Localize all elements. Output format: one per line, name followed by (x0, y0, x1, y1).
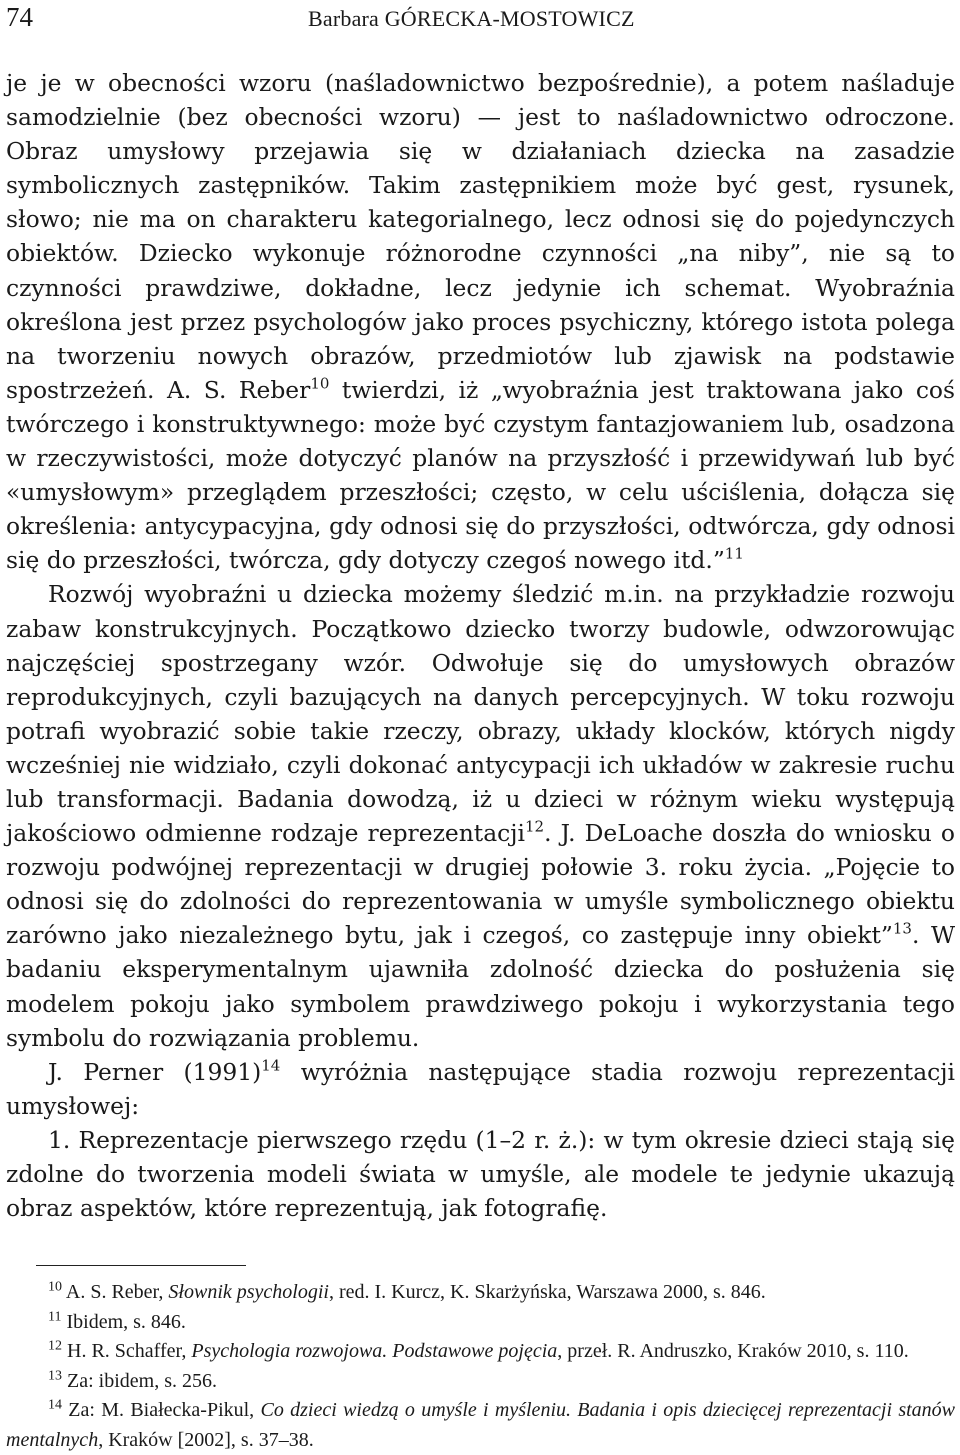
footnote-11 (6, 1308, 955, 1338)
paragraph-3 (6, 1055, 955, 1123)
page-number: 74 (6, 2, 33, 32)
main-text (6, 66, 955, 1225)
running-head-author: Barbara GÓRECKA-MOSTOWICZ (308, 6, 635, 31)
footnote-ref-11: 11 (724, 545, 744, 564)
paragraph-2-text-c: . W badaniu eksperymentalnym ujawniła zdolność dziecka do posłużenia się modelem pokoju jako symbolem prawdziwego pokoju i wykorzystania tego symbolu do rozwiązania problemu. (6, 921, 955, 1052)
footnote-text-tail: , Kraków [2002], s. 37–38. (98, 1428, 314, 1451)
footnote-14 (6, 1396, 955, 1455)
footnote-10 (6, 1278, 955, 1308)
paragraph-2-text-a: Rozwój wyobraźni u dziecka możemy śledzić m.in. na przykładzie rozwoju zabaw konstrukcyjnych. Początkowo dziecko tworzy budowle, odwzorowując najczęściej spostrzegany wzór. Odwołuje się do umysłowych obrazów reprodukcyjnych, czyli bazujących na danych percepcyjnych. W toku rozwoju potrafi wyobrazić sobie takie rzeczy, obrazy, układy klocków, których nigdy wcześniej nie widziało, czyli dokonać antycypacji ich układów w zakresie ruchu lub transformacji. Badania dowodzą, iż u dzieci w różnym wieku występują jakościowo odmienne rodzaje reprezentacji (6, 580, 955, 848)
footnote-ref-14: 14 (261, 1056, 281, 1075)
paragraph-2 (6, 577, 955, 1054)
paragraph-1-text-b: twierdzi, iż „wyobraźnia jest traktowana jako coś twórczego i konstruktywnego: może być czystym fantazjowaniem lub, osadzona w rzeczywistości, może dotyczyć planów na przyszłość i przewidywań lub być «umysłowym» przeglądem przeszłości; często, w celu uściślenia, dołącza się określenia: antycypacyjna, gdy odnosi się do przyszłości, odtwórcza, gdy odnosi się do przeszłości, twórcza, gdy dotyczy czegoś nowego itd.” (6, 375, 956, 575)
footnote-number: 11 (48, 1309, 62, 1324)
footnote-separator (36, 1265, 246, 1266)
footnote-number: 12 (48, 1338, 62, 1354)
footnote-text: Ibidem, s. 846. (61, 1310, 186, 1333)
footnote-12 (6, 1337, 955, 1367)
footnote-number: 10 (48, 1279, 62, 1295)
paragraph-2-text-b: . J. DeLoache doszła do wniosku o rozwoju podwójnej reprezentacji w drugiej połowie 3. roku życia. „Pojęcie to odnosi się do zdolności do reprezentowania w umyśle symbolicznego obiektu zarówno jako niezależnego bytu, jak i czegoś, co zastępuje inny obiekt” (6, 819, 955, 950)
footnote-title: Psychologia rozwojowa. Podstawowe pojęcia (191, 1340, 558, 1363)
footnote-title: Co dzieci wiedzą o umyśle i myśleniu. Badania i opis dziecięcej reprezentacji stanów mentalnych (6, 1399, 955, 1451)
footnote-number: 14 (48, 1397, 62, 1413)
footnote-text: A. S. Reber, (62, 1281, 169, 1304)
running-header (6, 0, 955, 42)
footnote-ref-10: 10 (310, 374, 330, 393)
footnote-ref-13: 13 (892, 920, 912, 939)
paragraph-1-text-a: je je w obecności wzoru (naśladownictwo bezpośrednie), a potem naśladuje samodzielnie (bez obecności wzoru) — jest to naśladownictwo odroczone. Obraz umysłowy przejawia się w działaniach dziecka na zasadzie symbolicznych zastępników. Takim zastępnikiem może być gest, rysunek, słowo; nie ma on charakteru kategorialnego, lecz odnosi się do pojedynczych obiektów. Dziecko wykonuje różnorodne czynności „na niby”, nie są to czynności prawdziwe, dokładne, lecz jedynie ich schemat. Wyobraźnia określona jest przez psychologów jako proces psychiczny, którego istota polega na tworzeniu nowych obrazów, przedmiotów lub zjawisk na podstawie spostrzeżeń. A. S. Reber (6, 69, 955, 404)
footnote-text-tail: , red. I. Kurcz, K. Skarżyńska, Warszawa 2000, s. 846. (328, 1281, 766, 1304)
footnote-13 (6, 1367, 955, 1397)
footnote-text-tail: , przeł. R. Andruszko, Kraków 2010, s. 110. (557, 1340, 909, 1363)
footnote-title: Słownik psychologii (168, 1281, 329, 1304)
footnotes (6, 1278, 955, 1455)
paragraph-3-text-b: wyróżnia następujące stadia rozwoju reprezentacji umysłowej: (6, 1057, 955, 1120)
footnote-number: 13 (48, 1368, 62, 1383)
footnote-text: Za: M. Białecka-Pikul, (62, 1399, 261, 1422)
paragraph-1 (6, 66, 955, 577)
footnote-text: H. R. Schaffer, (62, 1340, 192, 1363)
paragraph-3-text-a: J. Perner (1991) (48, 1057, 262, 1086)
list-item-1-text: 1. Reprezentacje pierwszego rzędu (1–2 r. ż.): w tym okresie dzieci stają się zdolne do tworzenia modeli świata w umyśle, ale modele te jedynie ukazują obraz aspektów, które reprezentują, jak fotografię. (6, 1125, 955, 1223)
footnote-ref-12: 12 (524, 817, 545, 836)
list-item-1 (6, 1123, 955, 1225)
footnote-text: Za: ibidem, s. 256. (62, 1369, 217, 1392)
